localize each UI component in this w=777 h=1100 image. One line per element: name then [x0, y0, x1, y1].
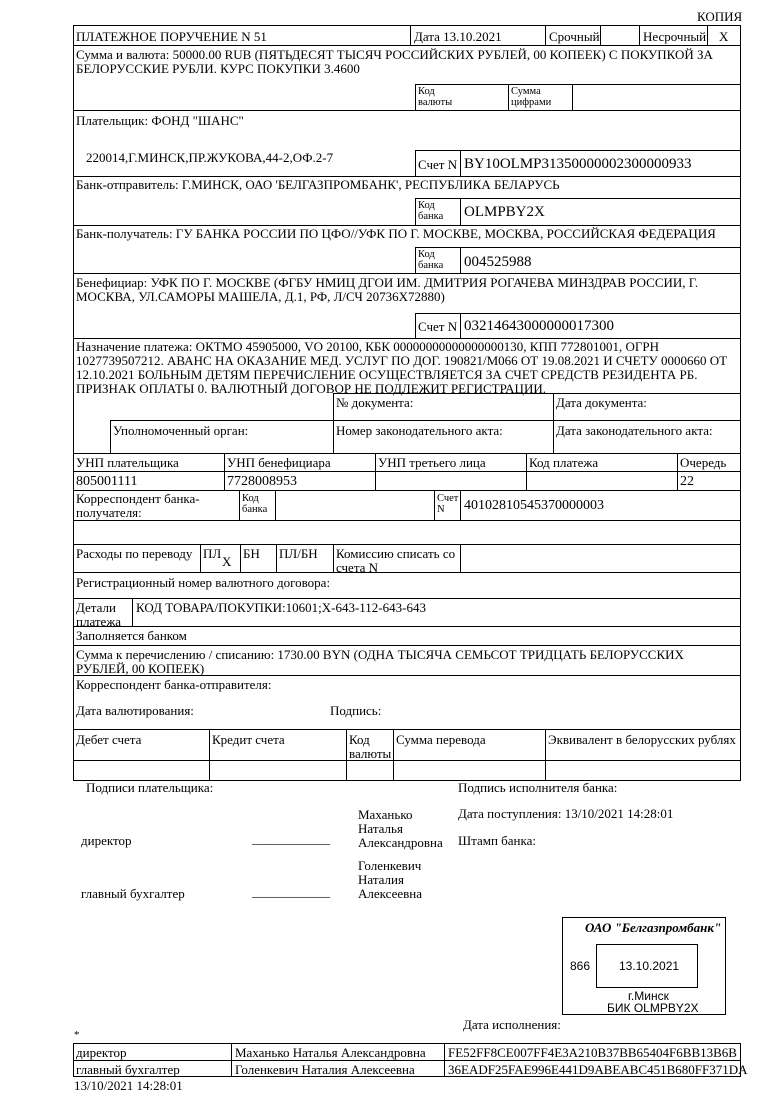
footer-hash: FE52FF8CE007FF4E3A210B37BB65404F6BB13B6B	[448, 1045, 737, 1060]
director-signature-name: Маханько Наталья Александровна	[358, 807, 443, 850]
fees-plbn-label: ПЛ/БН	[279, 546, 318, 561]
sender-bank-code: OLMPBY2X	[464, 204, 545, 220]
value-date-label: Дата валютирования:	[76, 703, 194, 718]
receiver-bank-code-label: Код банка	[418, 249, 444, 271]
asterisk: *	[74, 1029, 80, 1041]
stamp-bik: БИК OLMPBY2X	[607, 1001, 699, 1015]
footer-role: главный бухгалтер	[76, 1062, 180, 1077]
nonurgent-mark: X	[719, 29, 729, 44]
equivalent-column: Эквивалент в белорусских рублях	[548, 732, 736, 747]
footer-timestamp: 13/10/2021 14:28:01	[74, 1078, 183, 1093]
footer-name: Маханько Наталья Александровна	[235, 1045, 426, 1060]
stamp-city: г.Минск	[628, 989, 669, 1003]
beneficiary-label: Бенефициар: УФК ПО Г. МОСКВЕ (ФГБУ НМИЦ ДГОИ ИМ. ДМИТРИЯ РОГАЧЕВА МИНЗДРАВ РОССИИ, Г. МОСКВА, УЛ.САМОРЫ МАШЕЛА, Д.1, РФ, Л/СЧ 20736Х72880)	[76, 275, 699, 304]
sender-correspondent-label: Корреспондент банка-отправителя:	[76, 677, 272, 692]
correspondent-account: 40102810545370000003	[464, 498, 604, 513]
bank-executor-signature-label: Подпись исполнителя банка:	[458, 780, 618, 795]
currency-contract-label: Регистрационный номер валютного договора:	[76, 575, 331, 590]
stamp-date: 13.10.2021	[619, 959, 680, 973]
fees-pl-mark: X	[222, 554, 232, 569]
received-date: Дата поступления: 13/10/2021 14:28:01	[458, 806, 674, 821]
accountant-signature-name: Голенкевич Наталия Алексеевна	[358, 858, 422, 901]
bank-fills-label: Заполняется банком	[76, 628, 187, 643]
footer-name: Голенкевич Наталия Алексеевна	[235, 1062, 415, 1077]
fees-bn-label: БН	[243, 546, 260, 561]
footer-role: директор	[76, 1045, 127, 1060]
nonurgent-label: Несрочный	[643, 29, 707, 44]
currency-code-label: Код валюты	[418, 86, 453, 108]
transfer-sum-column: Сумма перевода	[396, 732, 486, 747]
act-number-label: Номер законодательного акта:	[336, 423, 503, 438]
payer-address: 220014,Г.МИНСК,ПР.ЖУКОВА,44-2,ОФ.2-7	[86, 150, 334, 165]
third-party-unp-label: УНП третьего лица	[378, 455, 486, 470]
payer-account: BY10OLMP31350000002300000933	[464, 156, 692, 172]
correspondent-account-label: Счет N	[437, 493, 459, 515]
queue-value: 22	[680, 474, 694, 489]
director-label: директор	[81, 833, 132, 848]
sum-digits-label: Сумма цифрами	[511, 86, 552, 108]
receiver-bank-code: 004525988	[464, 254, 532, 270]
accountant-signature-line: ____________	[252, 884, 330, 899]
details-value: КОД ТОВАРА/ПОКУПКИ:10601;Х-643-112-643-643	[136, 600, 426, 615]
commission-label: Комиссию списать со счета N	[336, 546, 456, 575]
stamp-number: 866	[570, 959, 591, 973]
payer-signatures-label: Подписи плательщика:	[86, 780, 214, 795]
payer-account-label: Счет N	[418, 157, 458, 172]
beneficiary-account-label: Счет N	[418, 319, 458, 334]
director-signature-line: ____________	[252, 831, 330, 846]
beneficiary-unp-label: УНП бенефициара	[227, 455, 331, 470]
payment-code-label: Код платежа	[529, 455, 599, 470]
sender-bank-code-label: Код банка	[418, 200, 444, 222]
sender-bank-label: Банк-отправитель: Г.МИНСК, ОАО 'БЕЛГАЗПРОМБАНК', РЕСПУБЛИКА БЕЛАРУСЬ	[76, 177, 560, 192]
beneficiary-account: 03214643000000017300	[464, 318, 614, 334]
act-date-label: Дата законодательного акта:	[556, 423, 713, 438]
payment-purpose: Назначение платежа: ОКТМО 45905000, VO 20100, КБК 00000000000000000130, КПП 772801001, ОГРН 1027739507212. АВАНС НА ОКАЗАНИЕ МЕД. УСЛУГ ПО ДОГ. 190821/М066 ОТ 19.08.2021 И СЧЕТУ 0000660 ОТ 12.10.2021 БОЛЬНЫМ ДЕТЯМ ПЕРЕЧИСЛЕНИЕ ОСУЩЕСТВЛЯЕТСЯ ЗА СЧЕТ СРЕДСТВ РЕЗИДЕНТА РБ. ПРИЗНАК ОПЛАТЫ 0. ВАЛЮТНЫЙ ДОГОВОР НЕ ПОДЛЕЖИТ РЕГИСТРАЦИИ.	[76, 339, 728, 396]
footer-hash: 36EADF25FAE996E441D9ABEABC451B680FF371DA	[448, 1062, 748, 1077]
amount-text: Сумма и валюта: 50000.00 RUB (ПЯТЬДЕСЯТ ТЫСЯЧ РОССИЙСКИХ РУБЛЕЙ, 00 КОПЕЕК) С ПОКУПКОЙ ЗА БЕЛОРУССКИЕ РУБЛИ. КУРС ПОКУПКИ 3.4600	[76, 47, 713, 76]
correspondent-label: Корреспондент банка-получателя:	[76, 491, 200, 520]
execution-date-label: Дата исполнения:	[463, 1017, 561, 1032]
document-date: Дата 13.10.2021	[414, 29, 502, 44]
doc-date-label: Дата документа:	[556, 395, 647, 410]
authority-label: Уполномоченный орган:	[113, 423, 249, 438]
debit-label: Дебет счета	[76, 732, 142, 747]
queue-label: Очередь	[680, 455, 727, 470]
details-label: Детали платежа	[76, 600, 122, 629]
bank-stamp-label: Штамп банка:	[458, 833, 536, 848]
signature-label: Подпись:	[330, 703, 382, 718]
receiver-bank-label: Банк-получатель: ГУ БАНКА РОССИИ ПО ЦФО//УФК ПО Г. МОСКВЕ, МОСКВА, РОССИЙСКАЯ ФЕДЕРАЦИЯ	[76, 226, 716, 241]
fees-label: Расходы по переводу	[76, 546, 193, 561]
document-title: ПЛАТЕЖНОЕ ПОРУЧЕНИЕ N 51	[76, 29, 267, 44]
currency-code-column: Код валюты	[349, 732, 392, 761]
stamp-bank-name: ОАО "Белгазпромбанк"	[585, 920, 722, 935]
doc-number-label: № документа:	[336, 395, 414, 410]
payer-unp-label: УНП плательщика	[76, 455, 179, 470]
payer-unp: 805001111	[76, 474, 138, 489]
correspondent-bank-code-label: Код банка	[242, 493, 268, 515]
payer-label: Плательщик: ФОНД "ШАНС"	[76, 113, 244, 128]
transfer-sum: Сумма к перечислению / списанию: 1730.00 BYN (ОДНА ТЫСЯЧА СЕМЬСОТ ТРИДЦАТЬ БЕЛОРУССКИХ РУБЛЕЙ, 00 КОПЕЕК)	[76, 647, 684, 676]
fees-pl-label: ПЛ	[203, 546, 222, 561]
urgent-label: Срочный	[549, 29, 600, 44]
beneficiary-unp: 7728008953	[227, 474, 297, 489]
copy-label: КОПИЯ	[697, 9, 743, 24]
credit-label: Кредит счета	[212, 732, 285, 747]
accountant-label: главный бухгалтер	[81, 886, 185, 901]
